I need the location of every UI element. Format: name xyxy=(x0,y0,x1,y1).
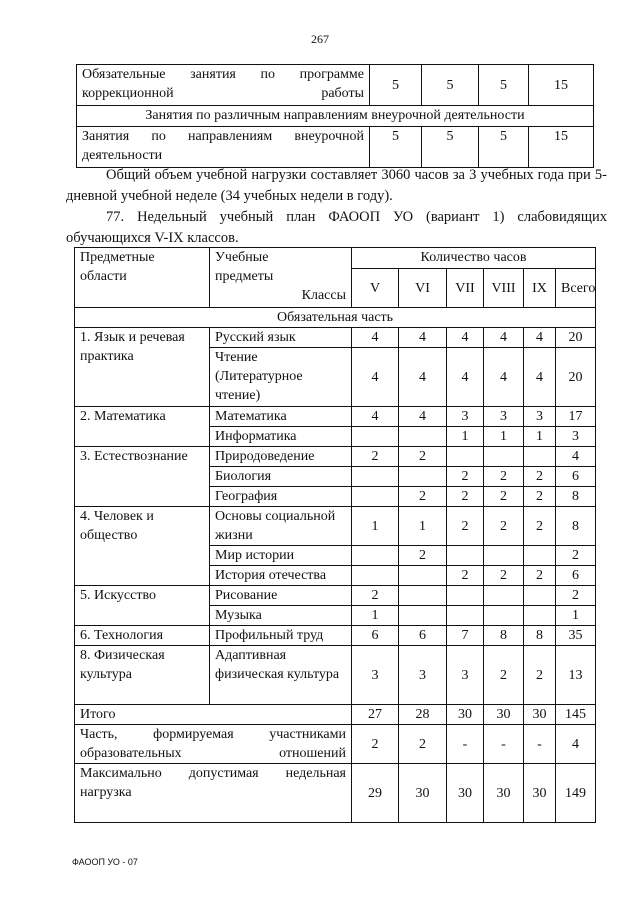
hours-cell: 2 xyxy=(399,725,447,764)
hours-cell: 2 xyxy=(352,447,399,467)
area-cell: 5. Искусство xyxy=(75,586,210,626)
subject-cell: Природоведение xyxy=(210,447,352,467)
table-cell: 15 xyxy=(529,65,594,106)
hours-cell: 4 xyxy=(524,328,556,348)
hours-cell: 3 xyxy=(484,407,524,427)
hours-cell xyxy=(524,447,556,467)
hours-cell: 4 xyxy=(399,328,447,348)
table-row xyxy=(75,328,596,348)
hours-cell xyxy=(447,606,484,626)
table-row xyxy=(75,705,596,725)
hours-cell: 4 xyxy=(399,348,447,407)
hours-cell: 2 xyxy=(352,586,399,606)
hours-cell: 1 xyxy=(352,507,399,546)
hours-cell xyxy=(399,606,447,626)
hours-cell: 3 xyxy=(447,646,484,705)
hours-cell: 4 xyxy=(447,328,484,348)
hours-cell: 2 xyxy=(524,487,556,507)
hours-cell: 8 xyxy=(484,626,524,646)
hours-cell: 28 xyxy=(399,705,447,725)
hours-cell xyxy=(352,467,399,487)
hours-cell: 6 xyxy=(556,467,596,487)
hours-cell: 2 xyxy=(447,566,484,586)
hours-cell xyxy=(352,487,399,507)
subject-cell: Математика xyxy=(210,407,352,427)
row-label: Занятия по направлениям внеурочной деятельности xyxy=(77,127,370,168)
table-row xyxy=(77,127,594,168)
subject-cell: История отечества xyxy=(210,566,352,586)
grade-header: IX xyxy=(524,269,556,308)
total-label: Итого xyxy=(75,705,352,725)
hours-cell: 30 xyxy=(484,705,524,725)
hours-cell: 4 xyxy=(352,328,399,348)
hours-cell: 20 xyxy=(556,348,596,407)
hours-cell: 4 xyxy=(352,407,399,427)
hours-cell xyxy=(484,586,524,606)
hours-cell: 3 xyxy=(352,646,399,705)
header-subjects xyxy=(210,248,352,308)
subject-cell: Русский язык xyxy=(210,328,352,348)
subject-cell: Мир истории xyxy=(210,546,352,566)
hours-cell: 4 xyxy=(352,348,399,407)
hours-cell: 2 xyxy=(556,586,596,606)
subject-cell: Основы социальной жизни xyxy=(210,507,352,546)
hours-cell: 17 xyxy=(556,407,596,427)
hours-cell: 8 xyxy=(556,487,596,507)
hours-cell: 6 xyxy=(399,626,447,646)
hours-cell xyxy=(399,586,447,606)
subject-cell: Адаптивная физическая культура xyxy=(210,646,352,705)
hours-cell: 2 xyxy=(524,467,556,487)
table-row xyxy=(75,447,596,467)
paragraph-total-load: Общий объем учебной нагрузки составляет 3060 часов за 3 учебных года при 5-дневной учебной неделе (34 учебных недели в году). xyxy=(66,167,607,204)
hours-cell xyxy=(524,586,556,606)
hours-cell: 1 xyxy=(399,507,447,546)
hours-cell: 145 xyxy=(556,705,596,725)
table-row xyxy=(75,407,596,427)
hours-cell: 2 xyxy=(524,566,556,586)
table-row xyxy=(77,65,594,106)
hours-cell: 4 xyxy=(484,328,524,348)
hours-cell: 2 xyxy=(399,487,447,507)
hours-cell: 8 xyxy=(556,507,596,546)
hours-cell: 30 xyxy=(524,764,556,823)
hours-cell: 4 xyxy=(556,725,596,764)
hours-cell xyxy=(399,427,447,447)
hours-cell: - xyxy=(447,725,484,764)
hours-cell: - xyxy=(524,725,556,764)
hours-cell xyxy=(399,566,447,586)
hours-cell: 30 xyxy=(447,764,484,823)
area-cell: 1. Язык и речевая практика xyxy=(75,328,210,407)
grade-header: VI xyxy=(399,269,447,308)
table-header-row xyxy=(75,248,596,269)
hours-cell: 1 xyxy=(556,606,596,626)
max-label: Максимально допустимая недельная нагрузка xyxy=(75,764,352,823)
hours-cell xyxy=(524,606,556,626)
grade-header: VII xyxy=(447,269,484,308)
hours-cell: 30 xyxy=(484,764,524,823)
footer-code: ФАООП УО - 07 xyxy=(72,857,138,867)
hours-cell: 1 xyxy=(447,427,484,447)
subject-cell: Информатика xyxy=(210,427,352,447)
hours-cell: 35 xyxy=(556,626,596,646)
table-row xyxy=(75,586,596,606)
hours-cell: - xyxy=(484,725,524,764)
hours-cell: 2 xyxy=(399,447,447,467)
correction-work-table xyxy=(76,64,594,168)
table-row xyxy=(77,106,594,127)
area-cell: 2. Математика xyxy=(75,407,210,447)
hours-cell: 8 xyxy=(524,626,556,646)
hours-cell xyxy=(352,546,399,566)
hours-cell: 2 xyxy=(484,566,524,586)
table-row xyxy=(75,725,596,764)
hours-cell: 20 xyxy=(556,328,596,348)
table-cell: 5 xyxy=(370,127,422,168)
table-cell: 15 xyxy=(529,127,594,168)
subject-cell: Профильный труд xyxy=(210,626,352,646)
hours-cell: 3 xyxy=(556,427,596,447)
hours-cell: 29 xyxy=(352,764,399,823)
table-cell: 5 xyxy=(422,127,479,168)
grade-header: Всего xyxy=(556,269,596,308)
page-number: 267 xyxy=(311,32,329,46)
hours-cell xyxy=(447,586,484,606)
hours-cell: 2 xyxy=(556,546,596,566)
hours-cell: 2 xyxy=(399,546,447,566)
table-cell: 5 xyxy=(370,65,422,106)
table-cell: 5 xyxy=(479,127,529,168)
hours-cell: 30 xyxy=(447,705,484,725)
hours-cell: 6 xyxy=(556,566,596,586)
table-row xyxy=(75,646,596,705)
hours-cell xyxy=(352,566,399,586)
hours-cell: 13 xyxy=(556,646,596,705)
row-label: Обязательные занятия по программе коррекционной работы xyxy=(77,65,370,106)
hours-cell xyxy=(484,606,524,626)
header-classes-label: Классы xyxy=(301,288,346,303)
hours-cell: 30 xyxy=(399,764,447,823)
hours-cell: 2 xyxy=(484,487,524,507)
hours-cell: 4 xyxy=(399,407,447,427)
hours-cell: 2 xyxy=(524,507,556,546)
hours-cell: 4 xyxy=(447,348,484,407)
table-row xyxy=(75,764,596,823)
header-hours: Количество часов xyxy=(352,248,596,269)
hours-cell: 3 xyxy=(524,407,556,427)
hours-cell xyxy=(524,546,556,566)
weekly-plan-table xyxy=(74,247,596,823)
hours-cell xyxy=(399,467,447,487)
table-row xyxy=(75,308,596,328)
hours-cell: 2 xyxy=(447,487,484,507)
formed-label: Часть, формируемая участниками образовательных отношений xyxy=(75,725,352,764)
hours-cell: 2 xyxy=(447,467,484,487)
area-cell: 8. Физическая культура xyxy=(75,646,210,705)
table-cell: 5 xyxy=(479,65,529,106)
hours-cell xyxy=(484,447,524,467)
hours-cell xyxy=(447,546,484,566)
hours-cell: 30 xyxy=(524,705,556,725)
hours-cell: 2 xyxy=(524,646,556,705)
section-title: Обязательная часть xyxy=(75,308,596,328)
hours-cell: 2 xyxy=(484,507,524,546)
hours-cell: 2 xyxy=(484,467,524,487)
hours-cell: 7 xyxy=(447,626,484,646)
hours-cell: 3 xyxy=(399,646,447,705)
subject-cell: География xyxy=(210,487,352,507)
hours-cell: 2 xyxy=(484,646,524,705)
table-row xyxy=(75,626,596,646)
hours-cell: 149 xyxy=(556,764,596,823)
hours-cell: 4 xyxy=(556,447,596,467)
hours-cell: 1 xyxy=(352,606,399,626)
hours-cell: 2 xyxy=(352,725,399,764)
header-subjects-label: Учебные предметы xyxy=(215,250,274,284)
hours-cell: 2 xyxy=(447,507,484,546)
subject-cell: Музыка xyxy=(210,606,352,626)
hours-cell: 1 xyxy=(524,427,556,447)
header-areas: Предметные области xyxy=(75,248,210,308)
grade-header: VIII xyxy=(484,269,524,308)
grade-header: V xyxy=(352,269,399,308)
hours-cell: 4 xyxy=(524,348,556,407)
hours-cell: 3 xyxy=(447,407,484,427)
table-cell: 5 xyxy=(422,65,479,106)
area-cell: 6. Технология xyxy=(75,626,210,646)
hours-cell: 6 xyxy=(352,626,399,646)
area-cell: 3. Естествознание xyxy=(75,447,210,507)
section-title: Занятия по различным направлениям внеурочной деятельности xyxy=(77,106,594,127)
area-cell: 4. Человек и общество xyxy=(75,507,210,586)
hours-cell xyxy=(447,447,484,467)
subject-cell: Чтение (Литературное чтение) xyxy=(210,348,352,407)
hours-cell: 27 xyxy=(352,705,399,725)
paragraph-plan-title: 77. Недельный учебный план ФАООП УО (вариант 1) слабовидящих обучающихся V-IX классов. xyxy=(66,209,607,246)
hours-cell: 1 xyxy=(484,427,524,447)
hours-cell xyxy=(484,546,524,566)
hours-cell xyxy=(352,427,399,447)
subject-cell: Рисование xyxy=(210,586,352,606)
subject-cell: Биология xyxy=(210,467,352,487)
hours-cell: 4 xyxy=(484,348,524,407)
table-row xyxy=(75,507,596,546)
